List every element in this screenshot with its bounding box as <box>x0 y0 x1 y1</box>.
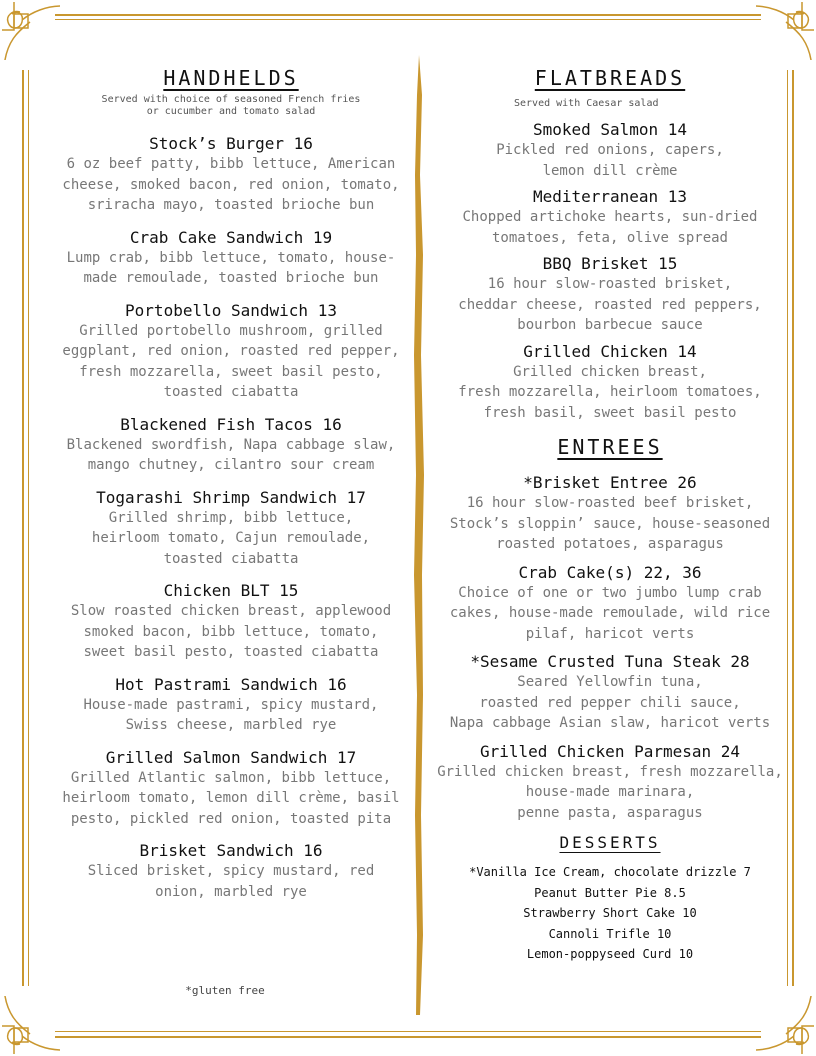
menu-item-name: Mediterranean 13 <box>532 187 688 206</box>
menu-item <box>30 415 432 476</box>
description-line: Grilled shrimp, bibb lettuce, <box>108 509 354 526</box>
description-line: 6 oz beef patty, bibb lettuce, American <box>66 156 396 172</box>
dessert-item: Lemon-poppyseed Curd 10 <box>526 947 694 961</box>
description-line: smoked bacon, bibb lettuce, tomato, <box>83 623 379 640</box>
menu-item <box>432 254 788 336</box>
frame-top-line-inner <box>55 19 761 20</box>
description-line: Slow roasted chicken breast, applewood <box>70 603 392 619</box>
menu-item <box>30 301 432 403</box>
menu-item-description <box>30 154 432 216</box>
menu-item <box>432 120 788 181</box>
menu-item <box>432 652 788 734</box>
corner-ornament-top-left <box>0 0 60 60</box>
description-line: tomatoes, feta, olive spread <box>491 229 728 246</box>
left-column <box>30 66 432 997</box>
menu-item-name: Blackened Fish Tacos 16 <box>120 414 342 434</box>
menu-item-name: Grilled Chicken 14 <box>523 341 697 361</box>
handhelds-list <box>30 134 432 902</box>
description-line: 16 hour slow-roasted beef brisket, <box>466 495 754 511</box>
menu-item <box>30 581 432 663</box>
description-line: Grilled portobello mushroom, grilled <box>79 322 383 339</box>
menu-item-name: Grilled Chicken Parmesan 24 <box>479 741 741 761</box>
description-line: Sliced brisket, spicy mustard, red <box>87 863 375 879</box>
description-line: toasted ciabatta <box>163 550 299 567</box>
description-line: eggplant, red onion, roasted red pepper, <box>62 343 400 359</box>
menu-item-description <box>30 695 432 736</box>
dessert-item: Peanut Butter Pie 8.5 <box>534 885 686 900</box>
menu-item-name: Togarashi Shrimp Sandwich 17 <box>96 487 366 507</box>
description-line: bourbon barbecue sauce <box>517 317 703 333</box>
corner-ornament-top-right <box>756 0 816 60</box>
description-line: sweet basil pesto, toasted ciabatta <box>83 644 379 660</box>
menu-item-description <box>30 601 432 663</box>
menu-item <box>30 228 432 289</box>
description-line: fresh basil, sweet basil pesto <box>483 404 737 421</box>
menu-item-name: Grilled Salmon Sandwich 17 <box>105 747 357 767</box>
description-line: toasted ciabatta <box>163 384 299 400</box>
description-line: Pickled red onions, capers, <box>496 142 724 158</box>
menu-item-name: Stock’s Burger 16 <box>149 134 313 153</box>
menu-item-description <box>30 435 432 476</box>
menu-item-description <box>432 762 788 824</box>
description-line: house-made marinara, <box>525 784 695 800</box>
handhelds-title: HANDHELDS <box>163 66 299 90</box>
description-line: pilaf, haricot verts <box>525 625 695 642</box>
menu-item-description <box>432 140 788 181</box>
menu-item-name: Crab Cake(s) 22, 36 <box>518 562 702 582</box>
menu-item <box>30 134 432 216</box>
description-line: Blackened swordfish, Napa cabbage slaw, <box>66 436 396 453</box>
menu-item-name: *Sesame Crusted Tuna Steak 28 <box>470 652 750 671</box>
menu-item-name: BBQ Brisket 15 <box>542 254 678 273</box>
description-line: heirloom tomato, Cajun remoulade, <box>91 530 371 546</box>
description-line: penne pasta, asparagus <box>517 804 703 821</box>
menu-item-description <box>432 583 788 645</box>
menu-item-name: Crab Cake Sandwich 19 <box>129 227 333 247</box>
description-line: Grilled chicken breast, fresh mozzarella, <box>437 763 783 780</box>
description-line: fresh mozzarella, heirloom tomatoes, <box>458 384 762 400</box>
menu-item-description <box>432 207 788 248</box>
handhelds-note-line-1: Served with choice of seasoned French fries <box>101 94 361 105</box>
menu-item <box>432 473 788 555</box>
menu-item-name: Brisket Sandwich 16 <box>139 841 323 860</box>
menu-item <box>30 841 432 902</box>
desserts-title: DESSERTS <box>559 833 661 852</box>
menu-item <box>432 563 788 645</box>
menu-item <box>432 187 788 248</box>
menu-item-description <box>432 362 788 424</box>
description-line: House-made pastrami, spicy mustard, <box>83 696 379 713</box>
description-line: mango chutney, cilantro sour cream <box>87 457 375 473</box>
description-line: lemon dill crème <box>542 162 678 179</box>
menu-item-description <box>432 672 788 734</box>
frame-left-line-inner <box>28 70 29 986</box>
dessert-item: Cannoli Trifle 10 <box>548 926 672 941</box>
description-line: fresh mozzarella, sweet basil pesto, <box>79 363 383 380</box>
menu-item-description <box>30 321 432 403</box>
menu-item-description <box>432 493 788 555</box>
menu-item-name: Smoked Salmon 14 <box>532 120 688 139</box>
menu-item-name: Portobello Sandwich 13 <box>125 300 337 320</box>
menu-item <box>30 675 432 736</box>
description-line: Grilled Atlantic salmon, bibb lettuce, <box>70 769 392 786</box>
menu-item-name: Chicken BLT 15 <box>163 581 299 600</box>
description-line: Grilled chicken breast, <box>513 363 707 380</box>
corner-ornament-bottom-left <box>0 996 60 1056</box>
description-line: cheese, smoked bacon, red onion, tomato, <box>62 176 400 193</box>
corner-ornament-bottom-right <box>756 996 816 1056</box>
description-line: roasted red pepper chili sauce, <box>479 694 741 711</box>
right-column <box>432 66 788 965</box>
description-line: pesto, pickled red onion, toasted pita <box>70 810 392 827</box>
menu-item-description <box>30 248 432 289</box>
description-line: Stock’s sloppin’ sauce, house-seasoned <box>449 515 771 532</box>
frame-bottom-line <box>55 1036 761 1038</box>
menu-item-name: *Brisket Entree 26 <box>523 473 697 492</box>
frame-top-line <box>55 14 761 16</box>
description-line: Seared Yellowfin tuna, <box>517 674 703 690</box>
frame-left-line <box>22 70 24 986</box>
description-line: Choice of one or two jumbo lump crab <box>458 584 762 601</box>
menu-item-name: Hot Pastrami Sandwich 16 <box>115 674 347 694</box>
menu-item <box>432 742 788 824</box>
entrees-title: ENTREES <box>557 435 663 459</box>
dessert-item: *Vanilla Ice Cream, chocolate drizzle 7 <box>469 865 751 879</box>
menu-item-description <box>30 861 432 902</box>
description-line: Lump crab, bibb lettuce, tomato, house- <box>66 249 396 266</box>
menu-item <box>432 342 788 424</box>
description-line: Swiss cheese, marbled rye <box>125 717 337 733</box>
description-line: 16 hour slow-roasted brisket, <box>487 276 733 292</box>
flatbreads-note: Served with Caesar salad <box>514 98 659 109</box>
dessert-item: Strawberry Short Cake 10 <box>523 906 697 920</box>
frame-bottom-line-inner <box>55 1031 761 1032</box>
handhelds-note <box>30 94 432 118</box>
description-line: roasted potatoes, asparagus <box>496 536 724 552</box>
description-line: Chopped artichoke hearts, sun-dried <box>462 209 758 225</box>
description-line: cakes, house-made remoulade, wild rice <box>449 605 771 621</box>
frame-right-line <box>792 70 794 986</box>
handhelds-note-line-2: or cucumber and tomato salad <box>146 106 316 117</box>
description-line: Napa cabbage Asian slaw, haricot verts <box>449 715 771 731</box>
gluten-free-footnote: *gluten free <box>185 984 265 997</box>
menu-item <box>30 748 432 830</box>
desserts-list <box>432 862 788 965</box>
flatbreads-list <box>432 120 788 423</box>
description-line: made remoulade, toasted brioche bun <box>83 270 379 286</box>
menu-item-description <box>30 508 432 570</box>
menu-item <box>30 488 432 570</box>
menu-item-description <box>432 274 788 336</box>
entrees-list <box>432 473 788 823</box>
menu-item-description <box>30 768 432 830</box>
description-line: sriracha mayo, toasted brioche bun <box>87 197 375 213</box>
description-line: cheddar cheese, roasted red peppers, <box>458 296 762 313</box>
flatbreads-title: FLATBREADS <box>534 66 686 90</box>
description-line: onion, marbled rye <box>155 883 307 900</box>
description-line: heirloom tomato, lemon dill crème, basil <box>62 790 400 806</box>
